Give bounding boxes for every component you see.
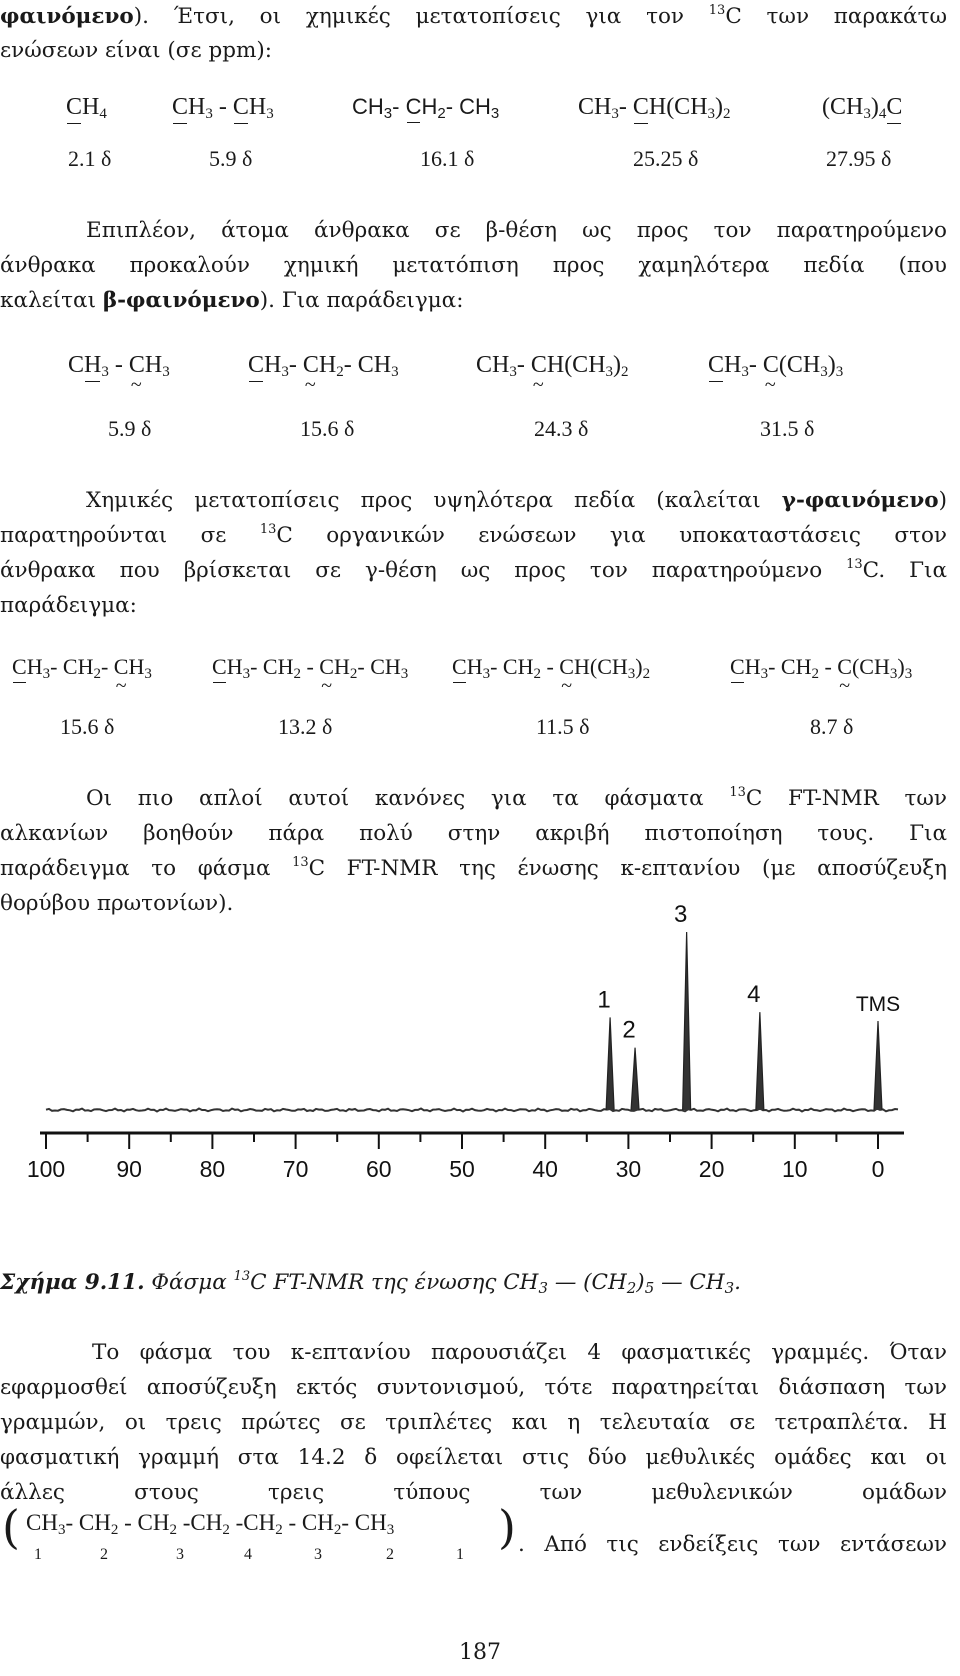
carbon-number: 1 [456,1546,464,1563]
spectrum-peak [631,1048,639,1110]
spectrum-baseline [46,1109,898,1112]
isotope-mark: 13 [708,3,726,18]
caption-text: ) [636,1270,645,1295]
x-axis-tick-label: 50 [449,1156,475,1182]
rules-line-2: αλκανίων βοηθούν πάρα πολύ στην ακριβή πιστοποίηση τους. Για [0,821,947,846]
beta-line-2: άνθρακα προκαλούν χημική μετατόπιση προς χαμηλότερα πεδία (που [0,253,947,278]
spectrum-peak [756,1012,764,1110]
rules-text-end: C FT-NMR των [745,786,948,811]
formula-ethane-beta: $CH_3$ - C $\sim H_3$ [68,352,170,381]
carbon-number: 4 [244,1546,252,1563]
peak-label: 1 [597,986,611,1014]
formula-ethane: $CH_3 - CH_3$ [172,94,274,122]
intro-line-1 [0,0,947,35]
caption-sub: 3 [538,1279,548,1297]
gamma-text: παρατηρούνται σε [0,523,260,548]
bold-term: φαινόμενο [0,4,134,29]
spectrum-peaks [46,932,901,1112]
caption-text: C FT-NMR της ένωσης CH [250,1270,539,1295]
open-paren: ( [2,1500,20,1554]
carbon-number: 1 [34,1546,42,1563]
word: των [539,1480,583,1505]
summary-line-5 [0,1476,947,1511]
isotope-mark: 13 [846,557,863,572]
peak-labels [597,901,900,1044]
x-axis-tick-label: 80 [199,1156,226,1182]
summary-line-3: γραμμών, οι τρεις πρώτες σε τριπλέτες και η τελευταία σε τετραπλέτα. Η [0,1410,947,1435]
summary-line-1: Το φάσμα του κ-επτανίου παρουσιάζει 4 φασματικές γραμμές. Όταν [92,1340,947,1365]
peak-label: 3 [673,901,688,928]
shift-value: 5.9 δ [209,146,253,171]
isotope-mark: 13 [233,1269,251,1284]
gamma-text-end: C οργανικών ενώσεων για υποκαταστάσεις στον [276,523,947,548]
gamma-text-end: ) [938,488,947,513]
formula-isobutane-beta: $CH_3-$ C $\sim H(CH_3)_2$ [476,352,629,381]
rules-text: παράδειγμα το φάσμα [0,856,293,881]
isotope-mark: 13 [292,855,309,870]
bold-term: β-φαινόμενο [102,288,260,313]
formula-propane: $CH_3-$ $CH_2-$ $CH_3$ [352,94,500,122]
page-number: 187 [459,1640,501,1665]
shift-value: 13.2 δ [278,714,333,739]
x-axis [27,1133,904,1182]
shift-value: 8.7 δ [810,714,854,739]
carbon-number: 2 [100,1546,108,1563]
x-axis-tick-label: 100 [26,1156,66,1182]
summary-line-6: . Από τις ενδείξεις των εντάσεων [518,1532,947,1557]
formula-propane-beta: $CH_3-$ C $\sim H_2-$ $CH_3$ [248,352,399,381]
x-axis-tick-label: 60 [366,1156,392,1182]
caption-label: Σχήμα 9.11. [0,1270,145,1295]
gamma-text-end: C. Για [862,558,947,583]
gamma-line-2 [0,519,947,554]
spectrum-peak [606,1017,614,1110]
word: στους [134,1480,199,1505]
word: άλλες [0,1480,65,1505]
shift-row-1 [0,146,960,178]
spectrum-peak [683,932,691,1110]
caption-text: — (CH [547,1270,627,1295]
shift-value: 31.5 δ [760,416,815,441]
shift-value: 5.9 δ [108,416,152,441]
gamma-text: άνθρακα που βρίσκεται σε γ-θέση ως προς τον παρατηρούμενο [0,558,847,583]
formula-methane: $CH_4$ [66,94,107,122]
spectrum-peak [874,1021,882,1110]
shift-value: 15.6 δ [300,416,355,441]
peak-label: 2 [622,1016,636,1044]
carbon-number: 3 [176,1546,184,1563]
formula-neopentane: $(CH_3)_4C$ [822,94,903,122]
rules-line-4: θορύβου πρωτονίων). [0,891,234,916]
shift-row-2 [0,416,960,448]
formula-butane-gamma: $CH_3-$ $CH_2$ - C $\sim H_2-$ $CH_3$ [212,654,408,683]
rules-text-end: C FT-NMR της ένωσης κ-επτανίου (με αποσύζευξη [308,856,947,881]
gamma-text: Χημικές μετατοπίσεις προς υψηλότερα πεδία (καλείται [86,488,782,513]
rules-line-1 [86,782,947,817]
formula-isopentane-gamma: $CH_3-$ $CH_2$ - C $\sim H(CH_3)_2$ [452,654,650,683]
isotope-mark: 13 [729,785,746,800]
gamma-line-1 [86,484,947,519]
x-axis-tick-label: 70 [282,1156,309,1182]
beta-text: καλείται [0,288,103,313]
x-axis-tick-label: 20 [698,1156,725,1182]
shift-value: 24.3 δ [534,416,589,441]
shift-value: 11.5 δ [536,714,590,739]
shift-row-3 [0,714,960,746]
heptane-formula: $CH_3-$ $CH_2 - CH_2$ $-CH_2$ $-CH_2 - CH_2-$ $CH_3$ [26,1510,395,1538]
x-axis-tick-label: 90 [116,1156,142,1182]
word: ομάδων [861,1480,947,1505]
x-axis-tick-label: 40 [532,1156,558,1182]
formula-neopentane-beta: $CH_3-$ C $\sim(CH_3)_3$ [708,352,843,381]
word: τρεις [267,1480,325,1505]
intro-text: ). Έτσι, οι χημικές μετατοπίσεις για τον [133,4,709,29]
caption-sub: 5 [644,1279,655,1297]
shift-value: 27.95 δ [826,146,892,171]
beta-text-end: ). Για παράδειγμα: [259,288,464,313]
x-axis-tick-label: 0 [871,1156,885,1182]
caption-sub: 2 [626,1279,637,1297]
caption-sub: 3 [724,1279,735,1297]
x-axis-tick-label: 10 [782,1156,808,1182]
caption-text: . [734,1270,741,1295]
close-paren: ) [498,1500,516,1554]
caption-text: Φάσμα [144,1270,234,1295]
peak-label: TMS [855,993,901,1016]
formula-isobutane: $CH_3-$ $CH(CH_3)_2$ [578,94,731,122]
gamma-line-3 [0,554,947,589]
formula-dimethylbutane-gamma: $CH_3-$ $CH_2$ - C $\sim(CH_3)_3$ [730,654,912,683]
x-axis-tick-label: 30 [615,1156,642,1182]
formula-propane-gamma: $CH_3-$ $CH_2-$ C $\sim H_3$ [12,654,152,683]
shift-value: 15.6 δ [60,714,115,739]
summary-line-2: εφαρμοσθεί αποσύζευξη εκτός συντονισμού, τότε παρατηρείται διάσπαση των [0,1375,947,1400]
summary-line-4: φασματική γραμμή στα 14.2 δ οφείλεται στις δύο μεθυλικές ομάδες και οι [0,1445,947,1470]
intro-text-end: C των παρακάτω [725,4,947,29]
carbon-number: 3 [314,1546,322,1563]
formula-row-3 [0,654,960,694]
formula-row-1 [0,94,960,134]
rules-line-3 [0,852,947,887]
bold-term: γ-φαινόμενο [781,488,939,513]
beta-line-3 [0,284,947,319]
word: τύπους [393,1480,471,1505]
formula-row-2 [0,352,960,392]
isotope-mark: 13 [259,522,277,537]
intro-line-2: ενώσεων είναι (σε ppm): [0,38,272,63]
beta-line-1: Επιπλέον, άτομα άνθρακα σε β-θέση ως προς τον παρατηρούμενο [86,218,947,243]
shift-value: 2.1 δ [68,146,112,171]
figure-caption [0,1270,741,1297]
rules-text: Οι πιο απλοί αυτοί κανόνες για τα φάσματα [86,786,730,811]
gamma-line-4: παράδειγμα: [0,593,137,618]
word: μεθυλενικών [651,1480,793,1505]
peak-label: 4 [747,981,761,1009]
carbon-number: 2 [386,1546,394,1563]
shift-value: 16.1 δ [420,146,475,171]
caption-text: — CH [654,1270,725,1295]
shift-value: 25.25 δ [633,146,699,171]
